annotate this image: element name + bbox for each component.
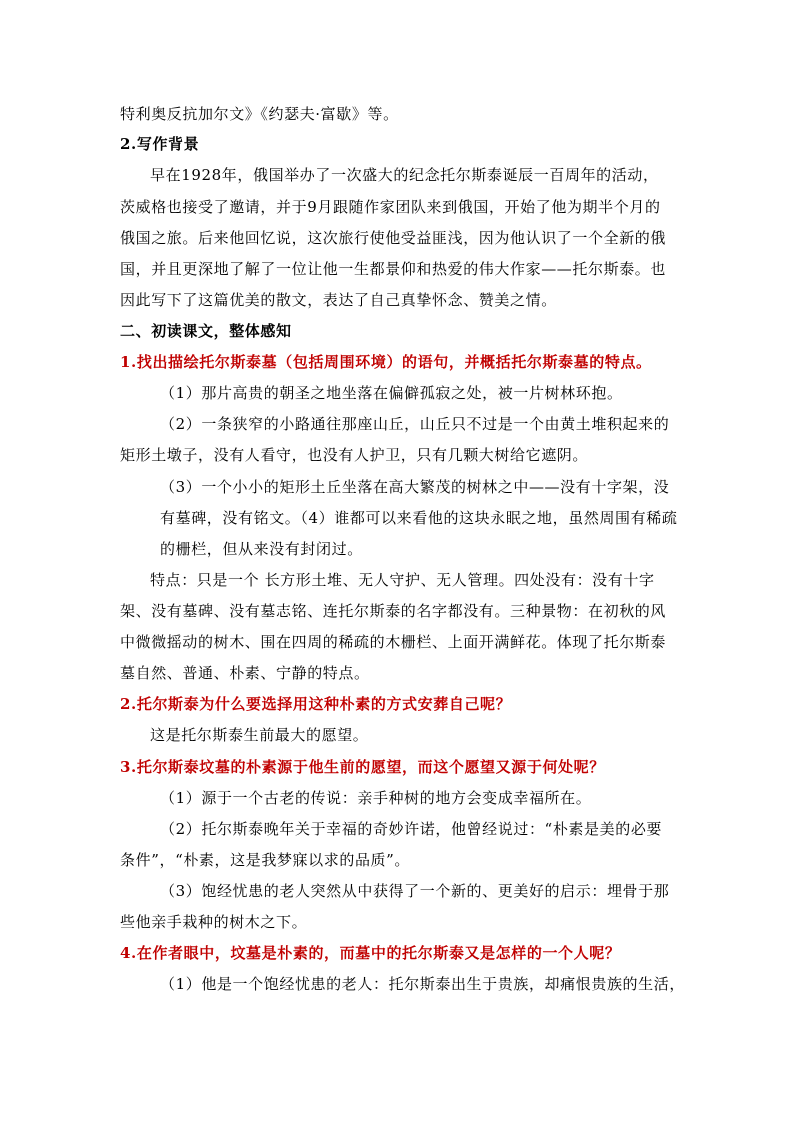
text-line: 架、没有墓碑、没有墓志铭、连托尔斯泰的名字都没有。三种景物：在初秋的风 bbox=[120, 602, 667, 620]
section-heading: 2.写作背景 bbox=[120, 135, 200, 153]
text-line: 有墓碑，没有铭文。（4）谁都可以来看他的这块永眠之地，虽然周围有稀疏 bbox=[160, 509, 678, 527]
text-line: 的栅栏，但从来没有封闭过。 bbox=[160, 540, 363, 558]
text-line: 国，并且更深地了解了一位让他一生都景仰和热爱的伟大作家——托尔斯泰。也 bbox=[120, 260, 667, 278]
text-line: （1）那片高贵的朝圣之地坐落在偏僻孤寂之处，被一片树林环抱。 bbox=[160, 384, 623, 402]
question-heading: 2.托尔斯泰为什么要选择用这种朴素的方式安葬自己呢？ bbox=[120, 695, 512, 713]
text-line: （1）他是一个饱经忧患的老人：托尔斯泰出生于贵族，却痛恨贵族的生活， bbox=[160, 975, 685, 993]
text-line: （1）源于一个古老的传说：亲手种树的地方会变成幸福所在。 bbox=[160, 789, 592, 807]
text-line: 早在1928年，俄国举办了一次盛大的纪念托尔斯泰诞辰一百周年的活动， bbox=[150, 166, 659, 184]
text-line: 墓自然、普通、朴素、宁静的特点。 bbox=[120, 664, 370, 682]
text-line: 条件”，“朴素，这是我梦寐以求的品质”。 bbox=[120, 851, 411, 869]
text-line: 茨威格也接受了邀请，并于9月跟随作家团队来到俄国，开始了他为期半个月的 bbox=[120, 198, 661, 216]
section-heading: 二、初读课文，整体感知 bbox=[120, 322, 292, 340]
text-line: 矩形土墩子，没有人看守，也没有人护卫，只有几颗大树给它遮阴。 bbox=[120, 446, 589, 464]
text-line: 特利奥反抗加尔文》《约瑟夫·富歇》等。 bbox=[120, 105, 399, 123]
question-heading: 3.托尔斯泰坟墓的朴素源于他生前的愿望，而这个愿望又源于何处呢？ bbox=[120, 758, 605, 776]
text-line: （2）一条狭窄的小路通往那座山丘，山丘只不过是一个由黄土堆积起来的 bbox=[160, 415, 670, 433]
text-line: （3）饱经忧患的老人突然从中获得了一个新的、更美好的启示：埋骨于那 bbox=[160, 882, 670, 900]
question-heading: 4.在作者眼中，坟墓是朴素的，而墓中的托尔斯泰又是怎样的一个人呢？ bbox=[120, 944, 621, 962]
text-line: 些他亲手栽种的树木之下。 bbox=[120, 913, 308, 931]
text-line: （3）一个小小的矩形土丘坐落在高大繁茂的树林之中——没有十字架，没 bbox=[160, 478, 670, 496]
text-line: （2）托尔斯泰晚年关于幸福的奇妙许诺，他曾经说过：“朴素是美的必要 bbox=[160, 820, 663, 838]
text-line: 这是托尔斯泰生前最大的愿望。 bbox=[150, 726, 369, 744]
question-heading: 1.找出描绘托尔斯泰墓（包括周围环境）的语句，并概括托尔斯泰墓的特点。 bbox=[120, 353, 652, 371]
text-line: 特点：只是一个 长方形土堆、无人守护、无人管理。四处没有：没有十字 bbox=[150, 571, 655, 589]
text-line: 俄国之旅。后来他回忆说，这次旅行使他受益匪浅，因为他认识了一个全新的俄 bbox=[120, 229, 667, 247]
text-line: 因此写下了这篇优美的散文，表达了自己真挚怀念、赞美之情。 bbox=[120, 291, 557, 309]
text-line: 中微微摇动的树木、围在四周的稀疏的木栅栏、上面开满鲜花。体现了托尔斯泰 bbox=[120, 633, 667, 651]
